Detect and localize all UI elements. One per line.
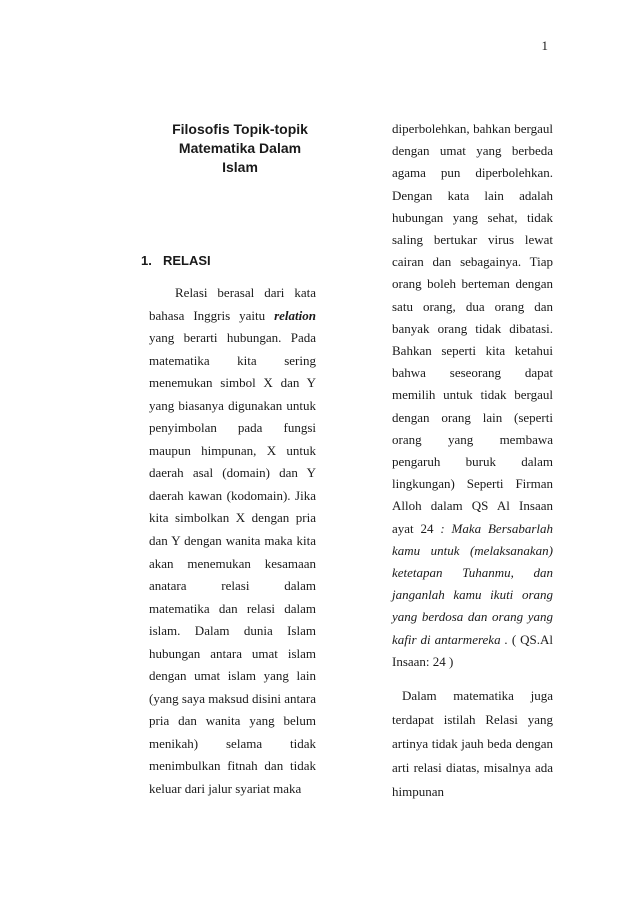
quran-citation: ( QS.Al Insaan: 24 ) [392,631,553,669]
relasi-text-after: yang berarti hubungan. Pada matematika kita sering menemukan simbol X dan Y yang biasanya digunakan untuk penyimbolan pada fungsi maupun himpunan, X untuk daerah asal (domain) dan Y daerah kawan (kodomain). Jika kita simbolkan X dengan pria dan Y dengan wanita maka kita akan menemukan kesamaan anatara relasi dalam matematika dan relasi dalam islam. Dalam dunia Islam hubungan antara umat islam dengan umat islam yang lain (yang saya maksud disini antara pria dan wanita yang belum menikah) selama tidak menimbulkan fitnah dan tidak keluar dari jalur syariat maka [149,330,316,797]
relation-term: relation [274,307,316,323]
right-column-paragraph-2 [392,684,553,804]
page-number: 1 [541,38,548,53]
right-column-paragraph-1 [392,118,553,673]
math-relasi-paragraph: Dalam matematika juga terdapat istilah Relasi yang artinya tidak jauh beda dengan arti relasi diatas, misalnya ada himpunan [392,688,553,799]
quran-quote: : Maka Bersabarlah kamu untuk (melaksanakan) ketetapan Tuhanmu, dan janganlah kamu ikuti orang yang berdosa dan orang yang kafir di antarmereka . [392,520,553,647]
left-column [149,282,316,801]
relasi-text-before: Relasi berasal dari kata bahasa Inggris yaitu [149,285,316,323]
continuation-text: diperbolehkan, bahkan bergaul dengan umat yang berbeda agama pun diperbolehkan. Dengan kata lain adalah hubungan yang sehat, tidak saling bertukar virus lewat cairan dan sebagainya. Tiap orang boleh berteman dengan satu orang, dua orang dan banyak orang tidak dibatasi. Bahkan seperti kita ketahui bahwa seseorang dapat memilih untuk tidak bergaul dengan orang lain (seperti orang yang membawa pengaruh buruk dalam lingkungan) Seperti Firman Alloh dalam QS Al Insaan ayat 24 [392,121,553,536]
section-number: 1. [141,253,152,268]
relasi-paragraph [149,282,316,801]
continuation-paragraph [392,118,553,673]
section-heading-text: RELASI [163,253,211,268]
section-heading [141,253,211,268]
document-title: Filosofis Topik-topik Matematika Dalam Islam [172,121,308,175]
